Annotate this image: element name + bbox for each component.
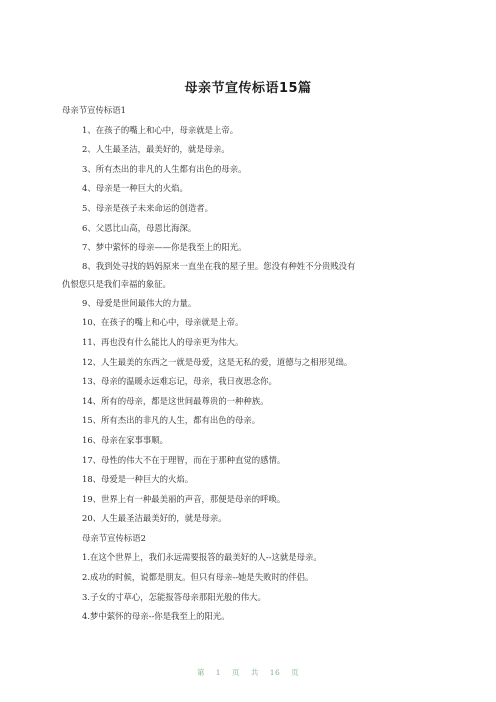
- list-item: 12、人生最美的东西之一就是母爱，这是无私的爱，道德与之相形见绌。: [82, 356, 353, 367]
- list-item: 19、世界上有一种最美丽的声音，那便是母亲的呼唤。: [82, 493, 286, 504]
- list-item: 3、所有杰出的非凡的人生都有出色的母亲。: [82, 163, 247, 174]
- list-item: 14、所有的母亲，都是这世间最尊贵的一种种族。: [82, 395, 269, 406]
- list-item: 1、在孩子的嘴上和心中，母亲就是上帝。: [82, 124, 239, 135]
- list-item: 1.在这个世界上，我们永远需要报答的最美好的人--这就是母亲。: [82, 552, 322, 563]
- section-heading: 母亲节宣传标语2: [82, 532, 146, 543]
- footer-di: 第: [196, 668, 205, 677]
- list-item: 11、再也没有什么能比人的母亲更为伟大。: [82, 336, 244, 347]
- document-body: [62, 101, 442, 627]
- list-item: 9、母爱是世间最伟大的力量。: [82, 297, 197, 308]
- list-item: 17、母性的伟大不在于理智，而在于那种直觉的感情。: [82, 454, 286, 465]
- page-number: 1: [215, 668, 222, 677]
- footer-ye-2: 页: [291, 668, 300, 677]
- list-item: 13、母亲的温暖永远难忘记，母亲，我日夜思念你。: [82, 376, 277, 387]
- list-item: 2.成功的时候，说都是朋友。但只有母亲--她是失败时的伴侣。: [82, 572, 314, 583]
- page-footer: [0, 667, 496, 678]
- list-item: 4.梦中萦怀的母亲--你是我至上的阳光。: [82, 611, 230, 622]
- list-item: 3.子女的寸草心，怎能报答母亲那阳光般的伟大。: [82, 591, 266, 602]
- list-item: 15、所有杰出的非凡的人生，都有出色的母亲。: [82, 415, 261, 426]
- list-item: 7、梦中萦怀的母亲——你是我至上的阳光。: [82, 242, 247, 253]
- list-item: 8、我到处寻找的妈妈原来一直坐在我的屋子里。您没有种姓不分贵贱没有: [82, 260, 356, 271]
- footer-ye: 页: [231, 668, 240, 677]
- list-item-continuation: 仇恨您只是我们幸福的象征。: [62, 278, 171, 289]
- list-item: 16、母亲在家事事顺。: [82, 434, 169, 445]
- list-item: 4、母亲是一种巨大的火焰。: [82, 183, 188, 194]
- document-title: 母亲节宣传标语15篇: [184, 81, 312, 96]
- footer-gong: 共: [250, 668, 259, 677]
- list-item: 10、在孩子的嘴上和心中，母亲就是上帝。: [82, 317, 244, 328]
- list-item: 18、母爱是一种巨大的火焰。: [82, 474, 194, 485]
- page-total: 16: [269, 668, 281, 677]
- list-item: 20、人生最圣洁最美好的，就是母亲。: [82, 513, 227, 524]
- list-item: 5、母亲是孩子未来命运的创造者。: [82, 202, 213, 213]
- list-item: 2、人生最圣洁，最美好的，就是母亲。: [82, 144, 230, 155]
- list-item: 6、父恩比山高，母恩比海深。: [82, 222, 197, 233]
- section-heading: 母亲节宣传标语1: [62, 105, 126, 115]
